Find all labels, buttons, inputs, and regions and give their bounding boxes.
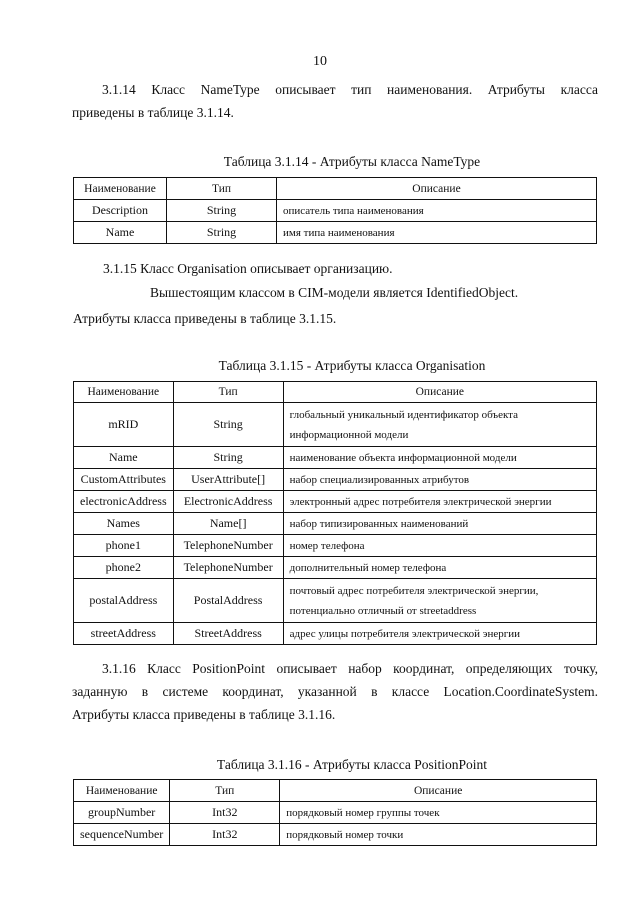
table-row xyxy=(74,222,597,244)
table-row xyxy=(74,535,597,557)
paragraph-3-1-15-line2: Вышестоящим классом в CIM-модели является IdentifiedObject. xyxy=(150,285,519,300)
table-row xyxy=(74,491,597,513)
cell-type: StreetAddress xyxy=(173,623,283,645)
cell-description: описатель типа наименования xyxy=(277,200,597,222)
column-header: Наименование xyxy=(74,780,170,802)
cell-description: имя типа наименования xyxy=(277,222,597,244)
page-number: 10 xyxy=(313,54,327,69)
column-header: Тип xyxy=(173,382,283,403)
cell-name: electronicAddress xyxy=(74,491,174,513)
cell-description: адрес улицы потребителя электрической энергии xyxy=(283,623,596,645)
cell-type: Name[] xyxy=(173,513,283,535)
table-header-row xyxy=(74,382,597,403)
table-3-1-16 xyxy=(73,779,597,846)
table-header-row xyxy=(74,178,597,200)
cell-name: Name xyxy=(74,447,174,469)
cell-description xyxy=(283,403,596,447)
table-row xyxy=(74,469,597,491)
cell-type: String xyxy=(167,200,277,222)
cell-description: наименование объекта информационной модели xyxy=(283,447,596,469)
cell-type: TelephoneNumber xyxy=(173,557,283,579)
cell-name: mRID xyxy=(74,403,174,447)
cell-description: номер телефона xyxy=(283,535,596,557)
cell-description: набор типизированных наименований xyxy=(283,513,596,535)
table-caption-3-1-15: Таблица 3.1.15 - Атрибуты класса Organisation xyxy=(218,358,486,373)
column-header: Тип xyxy=(170,780,280,802)
table-row xyxy=(74,802,597,824)
cell-name: CustomAttributes xyxy=(74,469,174,491)
cell-name: phone2 xyxy=(74,557,174,579)
cell-description-line: потенциально отличный от streetaddress xyxy=(289,604,477,617)
paragraph-line: 3.1.14 Класс NameType описывает тип наименования. Атрибуты класса xyxy=(102,82,598,97)
cell-type: String xyxy=(173,403,283,447)
cell-description-line: глобальный уникальный идентификатор объекта xyxy=(289,408,518,421)
cell-type: Int32 xyxy=(170,802,280,824)
table-header-row xyxy=(74,780,597,802)
column-header: Описание xyxy=(280,780,597,802)
column-header: Описание xyxy=(277,178,597,200)
cell-name: Description xyxy=(74,200,167,222)
cell-type: String xyxy=(173,447,283,469)
column-header: Тип xyxy=(167,178,277,200)
paragraph-3-1-15-line3: Атрибуты класса приведены в таблице 3.1.15. xyxy=(73,311,337,326)
cell-type: TelephoneNumber xyxy=(173,535,283,557)
column-header: Наименование xyxy=(74,382,174,403)
table-row xyxy=(74,579,597,623)
table-caption-3-1-16: Таблица 3.1.16 - Атрибуты класса PositionPoint xyxy=(216,757,488,772)
cell-name: groupNumber xyxy=(74,802,170,824)
cell-description-line: почтовый адрес потребителя электрической энергии, xyxy=(289,584,539,597)
paragraph-line: 3.1.16 Класс PositionPoint описывает набор координат, определяющих точку, xyxy=(102,661,598,676)
table-row xyxy=(74,557,597,579)
table-caption-3-1-14: Таблица 3.1.14 - Атрибуты класса NameType xyxy=(223,154,481,169)
cell-description: электронный адрес потребителя электрической энергии xyxy=(283,491,596,513)
paragraph-line: приведены в таблице 3.1.14. xyxy=(72,105,234,120)
cell-description: порядковый номер точки xyxy=(280,824,597,846)
cell-type: ElectronicAddress xyxy=(173,491,283,513)
cell-name: phone1 xyxy=(74,535,174,557)
column-header: Описание xyxy=(283,382,596,403)
paragraph-line: заданную в системе координат, указанной в классе Location.CoordinateSystem. xyxy=(72,684,598,699)
cell-type: PostalAddress xyxy=(173,579,283,623)
table-row xyxy=(74,623,597,645)
cell-description: набор специализированных атрибутов xyxy=(283,469,596,491)
cell-description-line: информационной модели xyxy=(289,428,409,441)
table-3-1-15 xyxy=(73,381,597,645)
cell-name: streetAddress xyxy=(74,623,174,645)
cell-name: sequenceNumber xyxy=(74,824,170,846)
cell-type: String xyxy=(167,222,277,244)
table-3-1-14 xyxy=(73,177,597,244)
cell-name: Name xyxy=(74,222,167,244)
table-row xyxy=(74,200,597,222)
table-row xyxy=(74,403,597,447)
table-row xyxy=(74,824,597,846)
table-row xyxy=(74,513,597,535)
cell-name: postalAddress xyxy=(74,579,174,623)
paragraph-line: Атрибуты класса приведены в таблице 3.1.16. xyxy=(72,707,336,722)
column-header: Наименование xyxy=(74,178,167,200)
table-row xyxy=(74,447,597,469)
cell-type: UserAttribute[] xyxy=(173,469,283,491)
paragraph-3-1-16 xyxy=(72,657,598,726)
cell-type: Int32 xyxy=(170,824,280,846)
cell-description: дополнительный номер телефона xyxy=(283,557,596,579)
paragraph-3-1-14 xyxy=(72,78,598,124)
cell-name: Names xyxy=(74,513,174,535)
paragraph-3-1-15-line1: 3.1.15 Класс Organisation описывает организацию. xyxy=(103,261,393,276)
cell-description: порядковый номер группы точек xyxy=(280,802,597,824)
cell-description xyxy=(283,579,596,623)
